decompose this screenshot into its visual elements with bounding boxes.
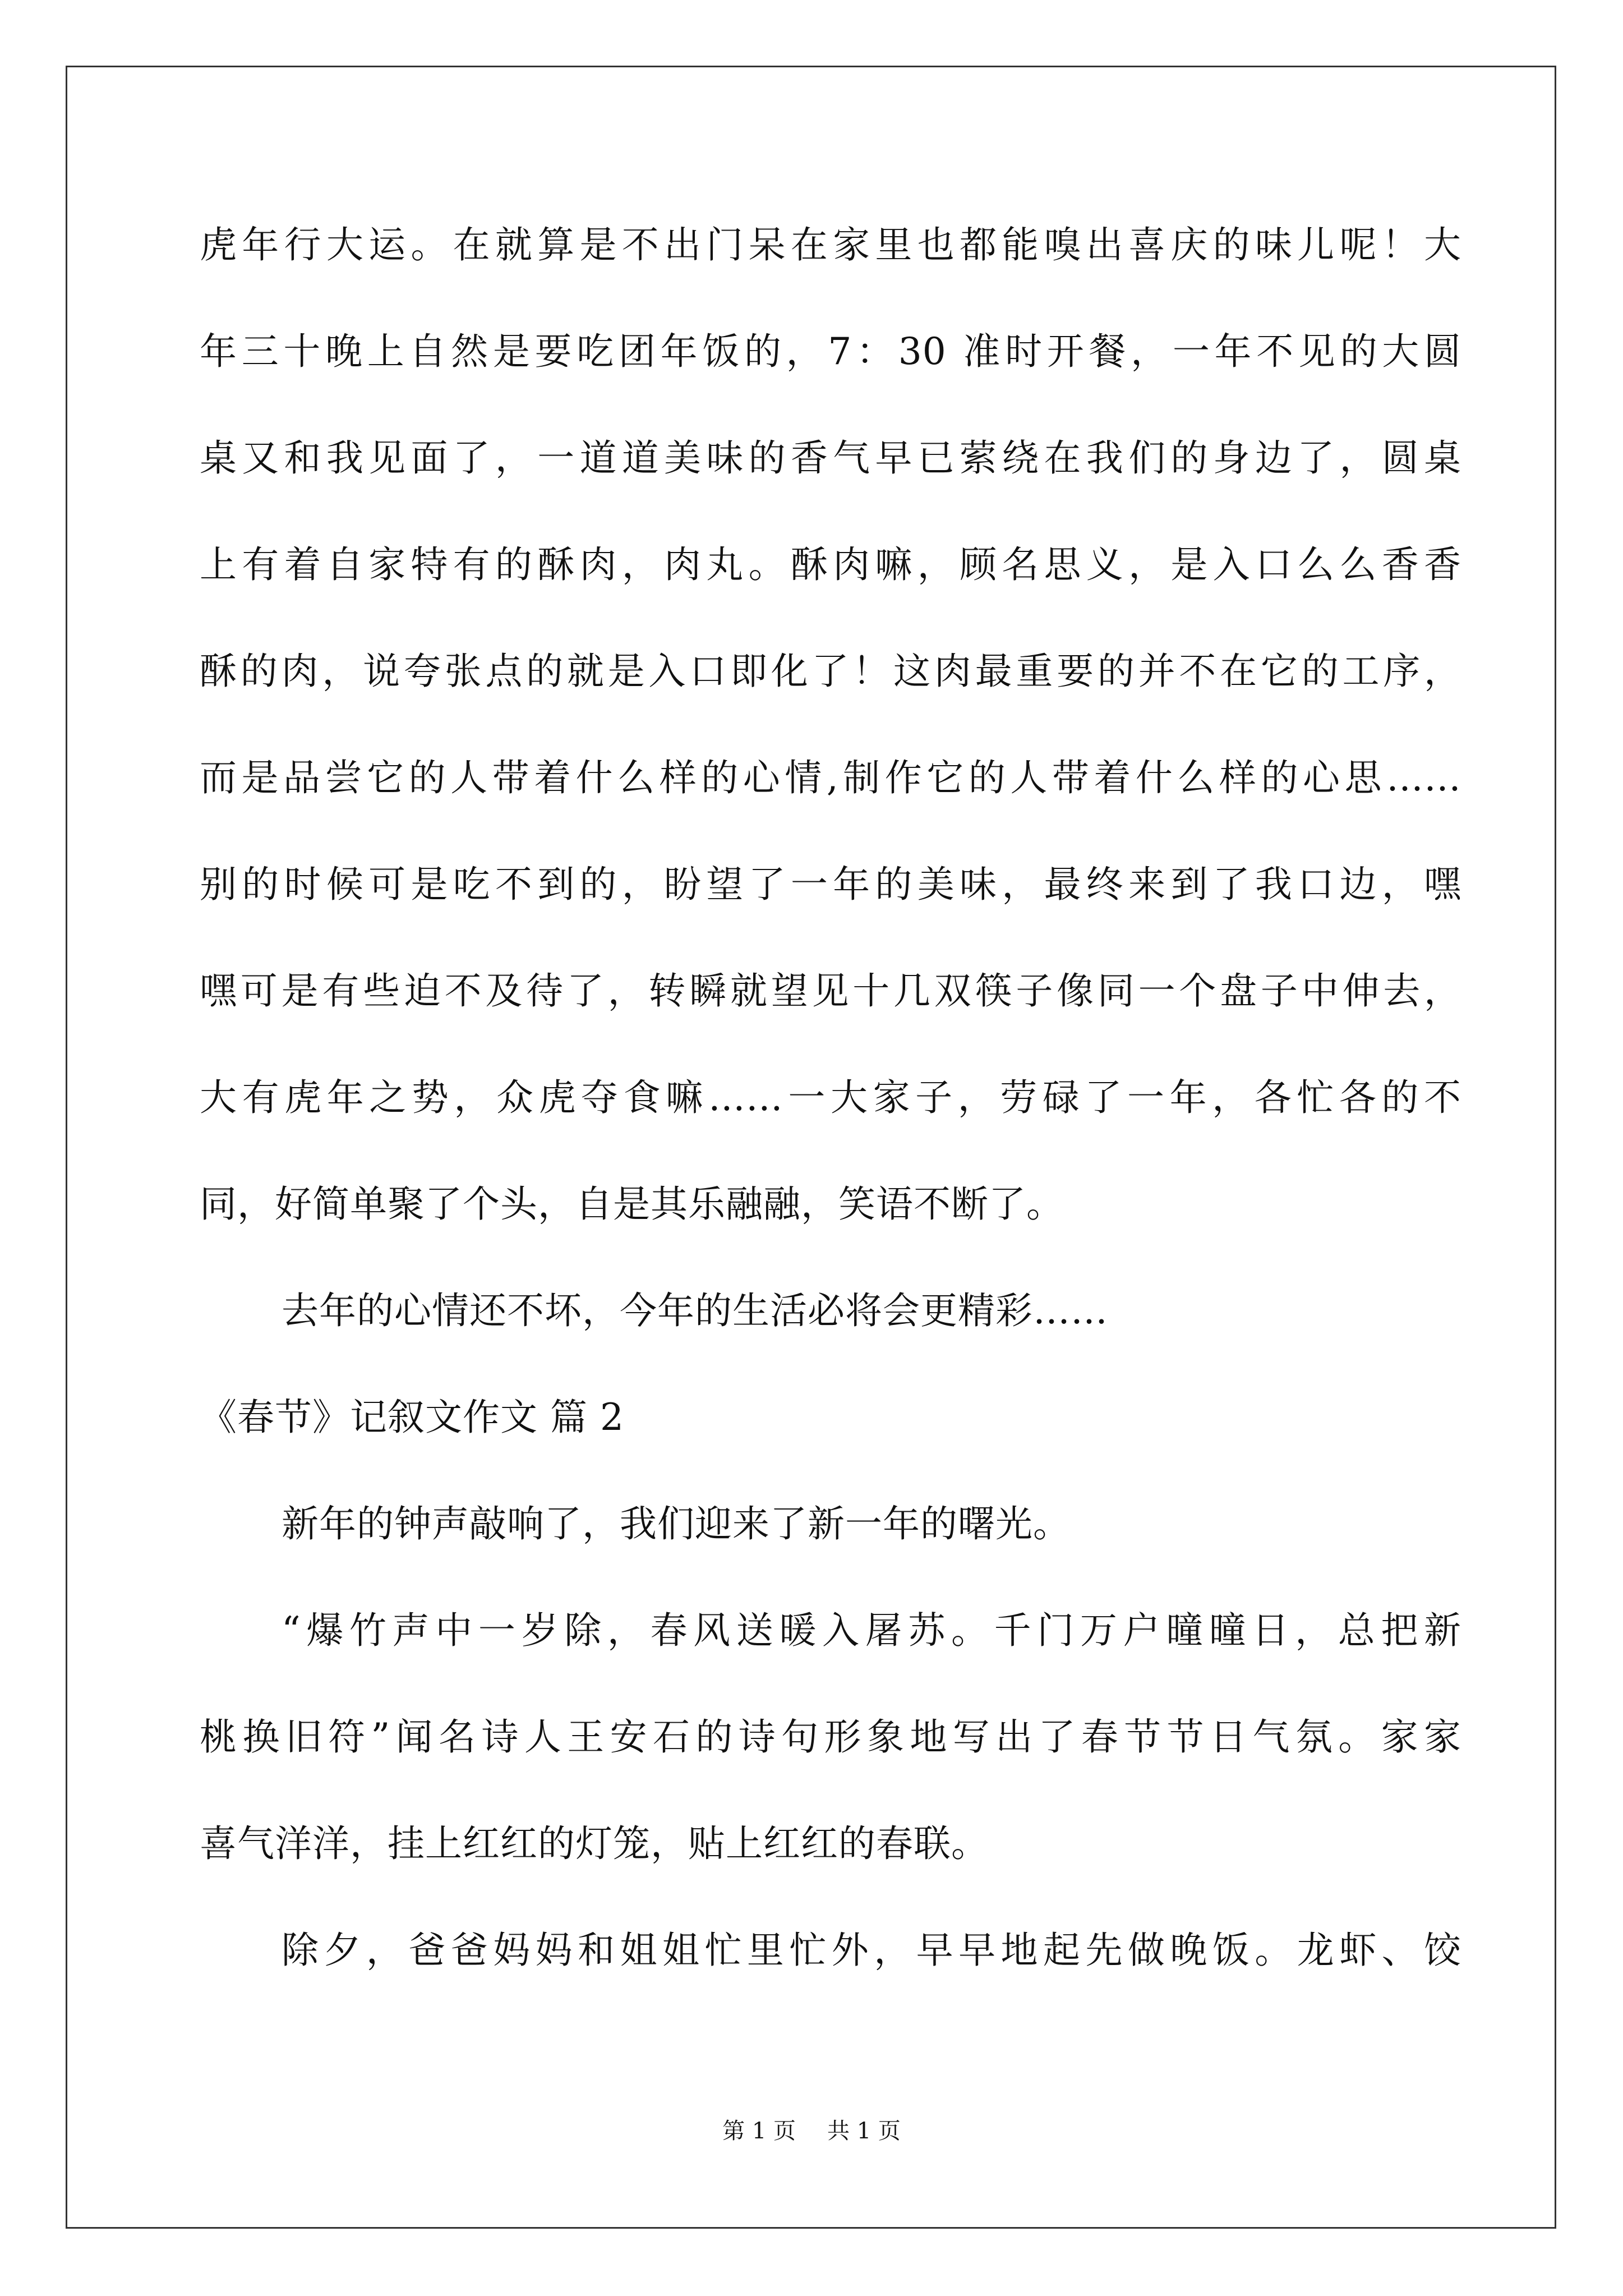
text-line: 虎年行大运。在就算是不出门呆在家里也都能嗅出喜庆的味儿呢！大 [200,223,1461,266]
page-number: 第 1 页 [722,2118,796,2144]
text-line: 喜气洋洋，挂上红红的灯笼，贴上红红的春联。 [200,1822,989,1865]
section-heading: 《春节》记叙文作文 篇 2 [200,1396,624,1439]
paragraph-line: 去年的心情还不坏，今年的生活必将会更精彩…… [282,1289,1108,1332]
text-line: 同，好简单聚了个头，自是其乐融融，笑语不断了。 [200,1182,1064,1226]
text-line: 别的时候可是吃不到的，盼望了一年的美味，最终来到了我口边，嘿 [200,863,1461,906]
paragraph-line: 除夕，爸爸妈妈和姐姐忙里忙外，早早地起先做晚饭。龙虾、饺 [282,1929,1461,1972]
text-line: 桌又和我见面了，一道道美味的香气早已萦绕在我们的身边了，圆桌 [200,436,1461,480]
text-line: 嘿可是有些迫不及待了，转瞬就望见十几双筷子像同一个盘子中伸去， [200,969,1461,1013]
text-line: 上有着自家特有的酥肉，肉丸。酥肉嘛，顾名思义，是入口么么香香 [200,543,1461,586]
text-line: 而是品尝它的人带着什么样的心情,制作它的人带着什么样的心思…… [200,756,1461,799]
text-line: 酥的肉，说夸张点的就是入口即化了！这肉最重要的并不在它的工序， [200,650,1461,693]
text-line: 桃换旧符”闻名诗人王安石的诗句形象地写出了春节节日气氛。家家 [200,1715,1461,1759]
document-body [200,219,1461,2031]
page-footer [0,2117,1623,2145]
text-line: 大有虎年之势，众虎夺食嘛……一大家子，劳碌了一年，各忙各的不 [200,1076,1461,1119]
text-line: 年三十晚上自然是要吃团年饭的，7：30 准时开餐，一年不见的大圆 [200,330,1461,373]
paragraph-line: “爆竹声中一岁除，春风送暖入屠苏。千门万户曈曈日，总把新 [282,1609,1461,1652]
page-total: 共 1 页 [827,2118,901,2144]
paragraph-line: 新年的钟声敲响了，我们迎来了新一年的曙光。 [282,1502,1071,1545]
